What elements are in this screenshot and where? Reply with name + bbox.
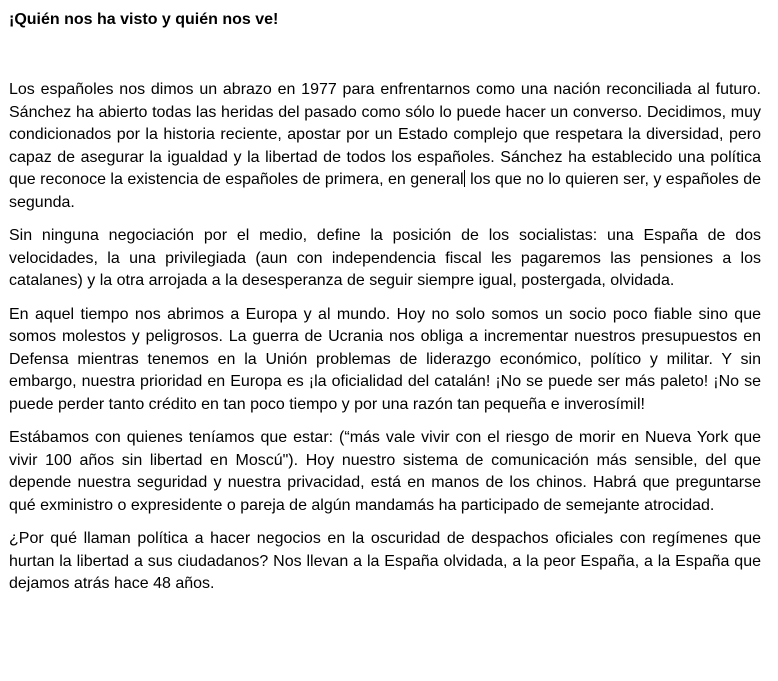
paragraph-2[interactable]: Sin ninguna negociación por el medio, define la posición de los socialistas: una España de dos velocidades, la una privilegiada (aun con independencia fiscal les pagaremos las pensiones a los catalanes) y la otra arrojada a la desesperanza de seguir siempre igual, postergada, olvidada.: [9, 227, 761, 289]
paragraph-1[interactable]: [9, 79, 761, 214]
text-cursor: [464, 170, 465, 187]
paragraph-1-text-after-caret[interactable]: los que no lo quieren ser, y españoles de segunda.: [9, 171, 762, 211]
paragraph-5[interactable]: ¿Por qué llaman política a hacer negocios en la oscuridad de despachos oficiales con regímenes que hurtan la libertad a sus ciudadanos? Nos llevan a la España olvidada, a la peor España, a la España que dejamos atrás hace 48 años.: [9, 530, 761, 592]
paragraph-3[interactable]: En aquel tiempo nos abrimos a Europa y al mundo. Hoy no solo somos un socio poco fiable sino que somos molestos y peligrosos. La guerra de Ucrania nos obliga a incrementar nuestros presupuestos en Defensa mientras tenemos en la Unión problemas de liderazgo económico, político y militar. Y sin embargo, nuestra prioridad en Europa es ¡la oficialidad del catalán! ¡No se puede ser más paleto! ¡No se puede perder tanto crédito en tan poco tiempo y por una razón tan pequeña e inverosímil!: [9, 305, 761, 413]
document-body[interactable]: [9, 79, 761, 596]
paragraph-4[interactable]: Estábamos con quienes teníamos que estar: (“más vale vivir con el riesgo de morir en Nueva York que vivir 100 años sin libertad en Moscú"). Hoy nuestro sistema de comunicación más sensible, del que depende nuestra seguridad y nuestra privacidad, está en manos de los chinos. Habrá que preguntarse qué exministro o expresidente o pareja de algún mandamás ha participado de semejante atrocidad.: [9, 429, 761, 514]
paragraph-1-text-before-caret[interactable]: Los españoles nos dimos un abrazo en 1977 para enfrentarnos como una nación reconciliada al futuro. Sánchez ha abierto todas las heridas del pasado como sólo lo puede hacer un converso. Decidimos, muy condicionados por la historia reciente, apostar por un Estado complejo que respetara la diversidad, pero capaz de asegurar la igualdad y la libertad de todos los españoles. Sánchez ha establecido una política que reconoce la existencia de españoles de primera, en general: [9, 81, 761, 188]
document-title[interactable]: ¡Quién nos ha visto y quién nos ve!: [9, 11, 279, 28]
